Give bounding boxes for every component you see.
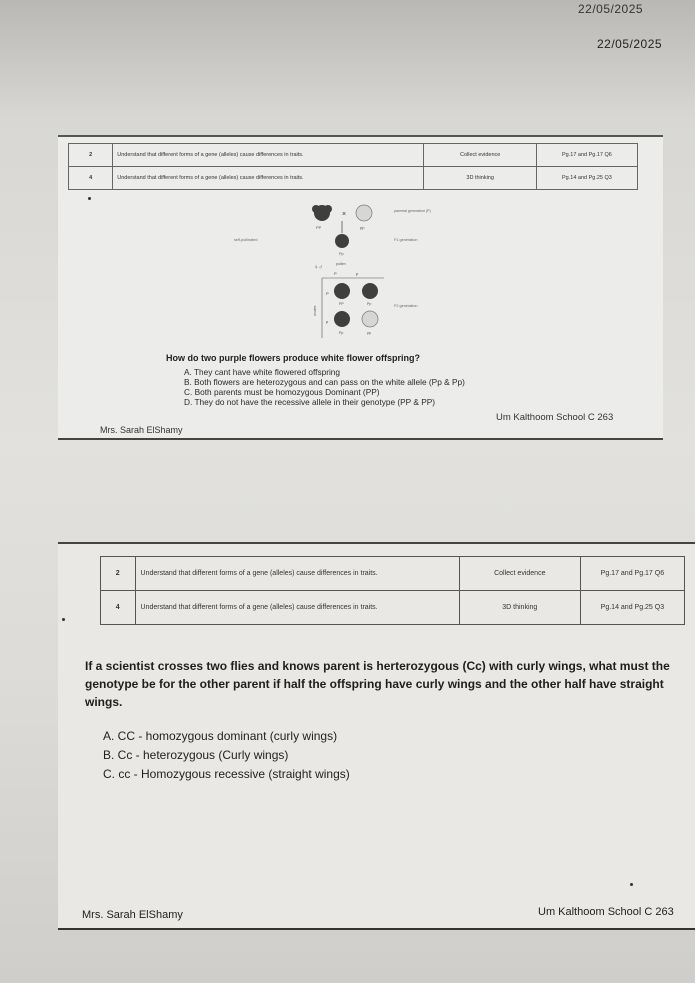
row-objective: Understand that different forms of a gene (alleles) cause differences in traits.: [135, 591, 459, 625]
option-a: A. CC - homozygous dominant (curly wings): [103, 729, 338, 743]
date-main: 22/05/2025: [597, 37, 663, 51]
objectives-table: [100, 556, 685, 625]
table-row: [101, 557, 685, 591]
objectives-table: [68, 143, 638, 190]
school-name: Um Kalthoom School C 263: [538, 906, 674, 918]
purple-flower-icon: [362, 283, 378, 299]
row-activity: Collect evidence: [459, 557, 580, 591]
ovules-label: ovules: [313, 305, 317, 316]
gender-symbols-icon: ♀♂: [314, 265, 323, 271]
cell-genotype-Pp: Pp: [367, 302, 372, 306]
slide-1: [58, 135, 663, 440]
option-c: C. cc - Homozygous recessive (straight wings): [103, 767, 350, 781]
white-flower-icon: [356, 205, 372, 221]
cell-genotype-PP: PP: [339, 302, 344, 306]
cell-genotype-pp: pp: [367, 331, 371, 335]
row-reference: Pg.14 and Pg.25 Q3: [580, 591, 684, 625]
row-objective: Understand that different forms of a gene (alleles) cause differences in traits.: [113, 144, 424, 167]
parent-genotype-PP: PP: [316, 225, 322, 230]
question-1-options: [184, 367, 465, 407]
option-b: B. Cc - heterozygous (Curly wings): [103, 748, 289, 762]
teacher-name: Mrs. Sarah ElShamy: [82, 909, 183, 921]
question-1: How do two purple flowers produce white flower offspring?: [166, 353, 420, 363]
ovule-allele-p: p: [326, 319, 329, 324]
f1-genotype: Pp: [339, 252, 344, 256]
f1-label: F1 generation: [394, 238, 418, 242]
pollen-allele-p: p: [356, 271, 359, 276]
school-name: Um Kalthoom School C 263: [496, 412, 614, 423]
row-activity: Collect evidence: [424, 144, 536, 167]
question-2: If a scientist crosses two flies and knows parent is herterozygous (Cc) with curly wings, what must the genotype be for the other parent if half the offspring have curly wings and the other half have straight wings.: [85, 659, 670, 709]
parental-label: parental generation (P): [394, 209, 431, 213]
cross-symbol: ×: [342, 211, 347, 218]
row-objective: Understand that different forms of a gene (alleles) cause differences in traits.: [135, 557, 459, 591]
cell-genotype-Pp: Pp: [339, 331, 344, 335]
row-reference: Pg.17 and Pg.17 Q6: [580, 557, 684, 591]
purple-flower-icon: [334, 311, 350, 327]
row-number: 4: [69, 167, 113, 190]
row-reference: Pg.17 and Pg.17 Q6: [536, 144, 637, 167]
row-number: 2: [101, 557, 136, 591]
pollen-allele-P: P: [334, 271, 337, 276]
slide-2: [58, 542, 695, 930]
speck-dot: [630, 883, 633, 886]
table-row: [101, 591, 685, 625]
white-flower-icon: [362, 311, 378, 327]
purple-flower-icon: [312, 205, 332, 221]
option-c: C. Both parents must be homozygous Dominant (PP): [184, 387, 380, 397]
row-number: 2: [69, 144, 113, 167]
purple-flower-icon: [335, 234, 349, 248]
option-d: D. They do not have the recessive allele in their genotype (PP & PP): [184, 397, 436, 407]
table-row: [69, 144, 638, 167]
row-reference: Pg.14 and Pg.25 Q3: [536, 167, 637, 190]
punnett-diagram: [234, 203, 494, 345]
row-activity: 3D thinking: [424, 167, 536, 190]
option-a: A. They cant have white flowered offspring: [184, 367, 341, 377]
row-number: 4: [101, 591, 136, 625]
row-objective: Understand that different forms of a gene (alleles) cause differences in traits.: [113, 167, 424, 190]
pollen-label: pollen: [336, 262, 346, 266]
f2-label: F2 generation: [394, 304, 418, 308]
question-2-options: [103, 727, 350, 784]
date-top: 22/05/2025: [578, 2, 644, 16]
teacher-name: Mrs. Sarah ElShamy: [100, 425, 183, 435]
purple-flower-icon: [334, 283, 350, 299]
option-b: B. Both flowers are heterozygous and can pass on the white allele (Pp & Pp): [184, 377, 465, 387]
table-row: [69, 167, 638, 190]
speck-dot: [62, 618, 65, 621]
speck-dot: [88, 197, 91, 200]
ovule-allele-P: P: [326, 291, 329, 296]
self-pollinated-label: self-pollinated: [234, 238, 258, 242]
row-activity: 3D thinking: [459, 591, 580, 625]
parent-genotype-pp: pp: [360, 225, 365, 230]
